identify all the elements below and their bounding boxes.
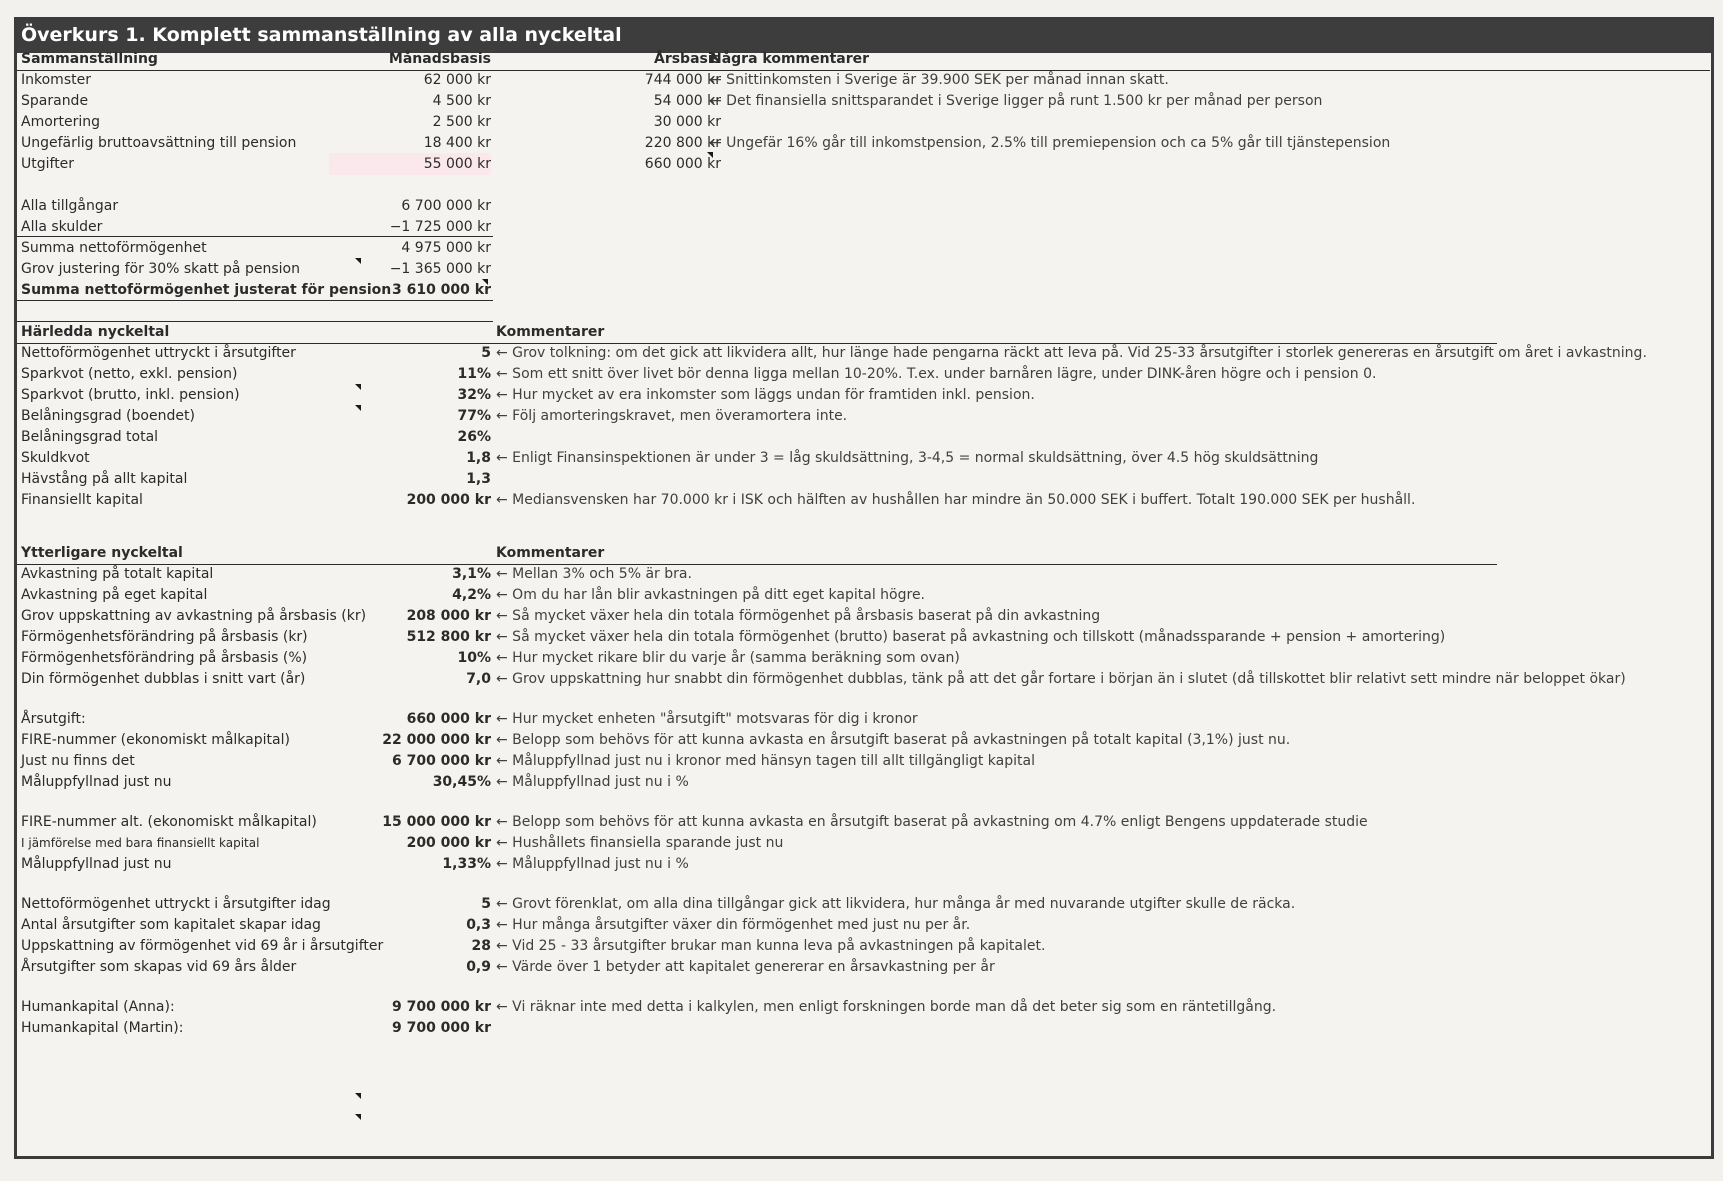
additional-value[interactable]: 512 800 kr: [406, 629, 491, 645]
additional-row: [17, 832, 1707, 854]
summary-label: Amortering: [21, 114, 101, 130]
derived-label: Sparkvot (brutto, inkl. pension): [21, 387, 240, 403]
derived-value[interactable]: 32%: [457, 387, 491, 403]
additional-row: [17, 626, 1707, 648]
spreadsheet-frame: [14, 17, 1714, 1159]
additional-value[interactable]: 208 000 kr: [406, 608, 491, 624]
additional-row: [17, 996, 1707, 1018]
additional-comment: ← Belopp som behövs för att kunna avkasta en årsutgift baserat på avkastning om 4.7% enligt Bengens uppdaterade studie: [496, 814, 1368, 830]
additional-label: Måluppfyllnad just nu: [21, 856, 172, 872]
summary-row: [17, 111, 1707, 133]
cell-note-marker: [355, 1114, 361, 1120]
derived-comment: ← Som ett snitt över livet bör denna ligga mellan 10-20%. T.ex. under barnåren lägre, under DINK-åren högre och i pension 0.: [496, 366, 1377, 382]
asset-value[interactable]: 6 700 000 kr: [401, 198, 491, 214]
additional-label: Förmögenhetsförändring på årsbasis (%): [21, 650, 308, 666]
additional-row: [17, 811, 1707, 833]
additional-row: [17, 853, 1707, 875]
additional-row: [17, 771, 1707, 793]
summary-row: [17, 69, 1707, 91]
additional-label: Årsutgifter som skapas vid 69 års ålder: [21, 959, 297, 975]
additional-row: [17, 708, 1707, 730]
additional-row: [17, 750, 1707, 772]
additional-value[interactable]: 30,45%: [432, 774, 491, 790]
summary-label: Inkomster: [21, 72, 91, 88]
cell-note-marker: [707, 152, 713, 158]
cell-note-marker: [355, 405, 361, 411]
asset-label: Summa nettoförmögenhet justerat för pension: [21, 282, 392, 298]
additional-comment: ← Så mycket växer hela din totala förmögenhet (brutto) baserat på avkastning och tillskott (månadssparande + pension + amortering): [496, 629, 1446, 645]
additional-value[interactable]: 0,3: [466, 917, 491, 933]
summary-comment: ← Ungefär 16% går till inkomstpension, 2.5% till premiepension och ca 5% går till tjänstepension: [710, 135, 1391, 151]
derived-comment: ← Följ amorteringskravet, men överamortera inte.: [496, 408, 848, 424]
additional-comment: ← Hushållets finansiella sparande just nu: [496, 835, 784, 851]
sheet-title: Överkurs 1. Komplett sammanställning av alla nyckeltal: [17, 20, 1711, 50]
additional-label: Uppskattning av förmögenhet vid 69 år i årsutgifter: [21, 938, 384, 954]
additional-row: [17, 647, 1707, 669]
additional-label: Just nu finns det: [21, 753, 135, 769]
additional-label: Grov uppskattning av avkastning på årsbasis (kr): [21, 608, 367, 624]
additional-value[interactable]: 6 700 000 kr: [391, 753, 491, 769]
asset-label: Grov justering för 30% skatt på pension: [21, 261, 300, 277]
monthly-value[interactable]: 62 000 kr: [423, 72, 491, 88]
additional-label: Nettoförmögenhet uttryckt i årsutgifter idag: [21, 896, 331, 912]
asset-row: [17, 195, 1707, 217]
additional-label: Avkastning på eget kapital: [21, 587, 208, 603]
derived-comment: ← Mediansvensken har 70.000 kr i ISK och hälften av hushållen har mindre än 50.000 SEK i buffert. Totalt 190.000 SEK per hushåll.: [496, 492, 1416, 508]
additional-row: [17, 893, 1707, 915]
additional-value[interactable]: 9 700 000 kr: [391, 999, 491, 1015]
additional-label: Måluppfyllnad just nu: [21, 774, 172, 790]
derived-label: Finansiellt kapital: [21, 492, 143, 508]
derived-value[interactable]: 11%: [457, 366, 491, 382]
additional-value[interactable]: 660 000 kr: [406, 711, 491, 727]
yearly-value[interactable]: 30 000 kr: [653, 114, 721, 130]
additional-label: Avkastning på totalt kapital: [21, 566, 214, 582]
additional-row: [17, 563, 1707, 585]
summary-header-row: [17, 48, 1707, 70]
derived-label: Hävstång på allt kapital: [21, 471, 188, 487]
derived-row: [17, 447, 1707, 469]
asset-label: Alla tillgångar: [21, 198, 119, 214]
additional-value[interactable]: 15 000 000 kr: [382, 814, 491, 830]
additional-comment: ← Hur många årsutgifter växer din förmögenhet med just nu per år.: [496, 917, 971, 933]
additional-comment: ← Mellan 3% och 5% är bra.: [496, 566, 692, 582]
derived-value[interactable]: 5: [481, 345, 491, 361]
derived-label: Nettoförmögenhet uttryckt i årsutgifter: [21, 345, 296, 361]
monthly-value[interactable]: 18 400 kr: [423, 135, 491, 151]
asset-value[interactable]: 3 610 000 kr: [391, 282, 491, 298]
yearly-value[interactable]: 660 000 kr: [644, 156, 721, 172]
derived-row: [17, 342, 1707, 364]
derived-row: [17, 384, 1707, 406]
additional-row: [17, 1017, 1707, 1039]
additional-comment: ← Vid 25 - 33 årsutgifter brukar man kunna leva på avkastningen på kapitalet.: [496, 938, 1046, 954]
asset-label: Summa nettoförmögenhet: [21, 240, 207, 256]
summary-row: [17, 132, 1707, 154]
additional-row: [17, 956, 1707, 978]
derived-value[interactable]: 1,8: [466, 450, 491, 466]
summary-label: Sparande: [21, 93, 89, 109]
summary-label: Utgifter: [21, 156, 75, 172]
additional-value[interactable]: 10%: [457, 650, 491, 666]
additional-label: Din förmögenhet dubblas i snitt vart (år): [21, 671, 306, 687]
derived-header-row: [17, 321, 1707, 343]
additional-comment: ← Hur mycket rikare blir du varje år (samma beräkning som ovan): [496, 650, 960, 666]
additional-label: Förmögenhetsförändring på årsbasis (kr): [21, 629, 308, 645]
additional-row: [17, 668, 1707, 690]
asset-row: [17, 279, 1707, 301]
derived-label: Skuldkvot: [21, 450, 90, 466]
asset-value[interactable]: 4 975 000 kr: [401, 240, 491, 256]
additional-comment: ← Grov uppskattning hur snabbt din förmögenhet dubblas, tänk på att det går fortare i början än i slutet (då tillskottet blir relativt sett mindre när beloppet ökar): [496, 671, 1626, 687]
additional-label: Årsutgift:: [21, 711, 86, 727]
summary-header-label: Sammanställning: [21, 51, 158, 67]
sheet-content: [17, 20, 1711, 1156]
additional-comment: ← Om du har lån blir avkastningen på ditt eget kapital högre.: [496, 587, 926, 603]
additional-row: [17, 584, 1707, 606]
derived-comment-header: Kommentarer: [496, 324, 605, 340]
derived-value[interactable]: 200 000 kr: [406, 492, 491, 508]
derived-header-label: Härledda nyckeltal: [21, 324, 170, 340]
yearly-value[interactable]: 220 800 kr: [644, 135, 721, 151]
derived-value[interactable]: 1,3: [466, 471, 491, 487]
derived-row: [17, 489, 1707, 511]
derived-comment: ← Grov tolkning: om det gick att likvidera allt, hur länge hade pengarna räckt att leva på. Vid 25-33 årsutgifter i storlek genereras en årsutgift om året i avkastning.: [496, 345, 1647, 361]
asset-value[interactable]: −1 725 000 kr: [389, 219, 491, 235]
derived-row: [17, 363, 1707, 385]
net-worth-rule: [17, 236, 493, 237]
additional-comment: ← Måluppfyllnad just nu i kronor med hänsyn tagen till allt tillgängligt kapital: [496, 753, 1035, 769]
additional-row: [17, 935, 1707, 957]
asset-label: Alla skulder: [21, 219, 103, 235]
derived-label: Belåningsgrad (boendet): [21, 408, 195, 424]
yearly-value[interactable]: 744 000 kr: [644, 72, 721, 88]
additional-comment: ← Belopp som behövs för att kunna avkasta en årsutgift baserat på avkastningen på totalt kapital (3,1%) just nu.: [496, 732, 1291, 748]
month-column-header: Månadsbasis: [388, 51, 491, 67]
additional-label: Humankapital (Anna):: [21, 999, 175, 1015]
derived-value[interactable]: 26%: [457, 429, 491, 445]
additional-value[interactable]: 1,33%: [442, 856, 491, 872]
asset-value[interactable]: −1 365 000 kr: [389, 261, 491, 277]
additional-value[interactable]: 200 000 kr: [406, 835, 491, 851]
additional-label: Humankapital (Martin):: [21, 1020, 184, 1036]
comment-column-header: Några kommentarer: [710, 51, 870, 67]
adjusted-net-worth-rule: [17, 300, 493, 301]
additional-comment: ← Måluppfyllnad just nu i %: [496, 774, 689, 790]
monthly-value[interactable]: 55 000 kr: [329, 153, 491, 175]
asset-row: [17, 258, 1707, 280]
cell-note-marker: [482, 279, 488, 285]
derived-row: [17, 468, 1707, 490]
additional-value[interactable]: 5: [481, 896, 491, 912]
additional-header-row: [17, 542, 1707, 564]
derived-comment: ← Enligt Finansinspektionen är under 3 = låg skuldsättning, 3-4,5 = normal skuldsättning, över 4.5 hög skuldsättning: [496, 450, 1319, 466]
summary-comment: ← Snittinkomsten i Sverige är 39.900 SEK per månad innan skatt.: [710, 72, 1169, 88]
yearly-value[interactable]: 54 000 kr: [653, 93, 721, 109]
additional-value[interactable]: 4,2%: [452, 587, 491, 603]
asset-row: [17, 237, 1707, 259]
additional-value[interactable]: 3,1%: [452, 566, 491, 582]
cell-note-marker: [355, 384, 361, 390]
monthly-value[interactable]: 4 500 kr: [432, 93, 491, 109]
additional-row: [17, 729, 1707, 751]
additional-label: FIRE-nummer alt. (ekonomiskt målkapital): [21, 814, 317, 830]
additional-comment: ← Så mycket växer hela din totala förmögenhet på årsbasis baserat på din avkastning: [496, 608, 1101, 624]
cell-note-marker: [355, 258, 361, 264]
derived-row: [17, 405, 1707, 427]
additional-comment: ← Hur mycket enheten "årsutgift" motsvaras för dig i kronor: [496, 711, 918, 727]
summary-row: [17, 90, 1707, 112]
additional-comment-header: Kommentarer: [496, 545, 605, 561]
derived-comment: ← Hur mycket av era inkomster som läggs undan för framtiden inkl. pension.: [496, 387, 1035, 403]
derived-row: [17, 426, 1707, 448]
year-column-header: Årsbasis: [653, 51, 721, 67]
additional-row: [17, 914, 1707, 936]
summary-row: [17, 153, 1707, 175]
additional-header-label: Ytterligare nyckeltal: [21, 545, 183, 561]
additional-comment: ← Måluppfyllnad just nu i %: [496, 856, 689, 872]
additional-value[interactable]: 28: [471, 938, 491, 954]
cell-note-marker: [355, 1093, 361, 1099]
asset-row: [17, 216, 1707, 238]
additional-comment: ← Vi räknar inte med detta i kalkylen, men enligt forskningen borde man då det beter sig som en räntetillgång.: [496, 999, 1277, 1015]
summary-label: Ungefärlig bruttoavsättning till pension: [21, 135, 297, 151]
monthly-value[interactable]: 2 500 kr: [432, 114, 491, 130]
additional-label: Antal årsutgifter som kapitalet skapar idag: [21, 917, 321, 933]
derived-label: Belåningsgrad total: [21, 429, 159, 445]
additional-value[interactable]: 22 000 000 kr: [382, 732, 491, 748]
additional-label: FIRE-nummer (ekonomiskt målkapital): [21, 732, 290, 748]
additional-value[interactable]: 7,0: [466, 671, 491, 687]
derived-label: Sparkvot (netto, exkl. pension): [21, 366, 238, 382]
summary-comment: ← Det finansiella snittsparandet i Sverige ligger på runt 1.500 kr per månad per person: [710, 93, 1323, 109]
additional-label: I jämförelse med bara finansiellt kapital: [21, 836, 260, 850]
additional-row: [17, 605, 1707, 627]
derived-value[interactable]: 77%: [457, 408, 491, 424]
additional-value[interactable]: 9 700 000 kr: [391, 1020, 491, 1036]
additional-comment: ← Grovt förenklat, om alla dina tillgångar gick att likvidera, hur många år med nuvarande utgifter skulle de räcka.: [496, 896, 1296, 912]
additional-value[interactable]: 0,9: [466, 959, 491, 975]
additional-comment: ← Värde över 1 betyder att kapitalet genererar en årsavkastning per år: [496, 959, 995, 975]
